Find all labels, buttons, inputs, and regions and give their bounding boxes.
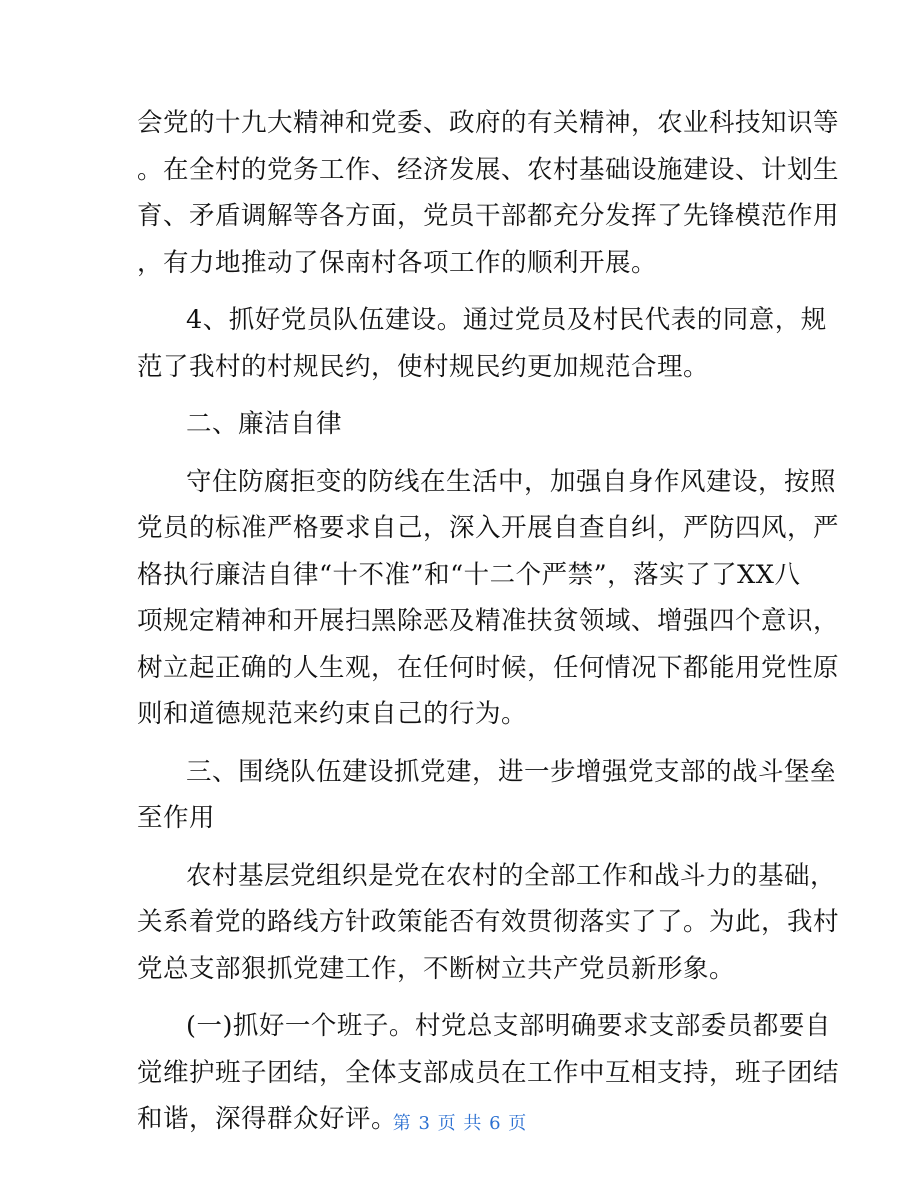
text-line: 和谐，深得群众好评。 <box>137 1104 398 1134</box>
page-number-footer: 第 3 页 共 6 页 <box>392 1113 528 1134</box>
text-line: 守住防腐拒变的防线在生活中，加强自身作风建设，按照 <box>186 466 837 497</box>
text-line: 4、抓好党员队伍建设。通过党员及村民代表的同意，规 <box>186 305 827 335</box>
text-line: 党员的标准严格要求自己，深入开展自查自纠，严防四风，严 <box>137 513 840 543</box>
text-line: 会党的十九大精神和党委、政府的有关精神，农业科技知识等 <box>137 108 840 138</box>
paragraph-4 <box>137 853 840 993</box>
paragraph-1 <box>137 100 840 286</box>
text-line: 党总支部狠抓党建工作，不断树立共产党员新形象。 <box>137 953 736 984</box>
text-line: 则和道德规范来约束自己的行为。 <box>137 699 528 729</box>
heading-line: 三、围绕队伍建设抓党建，进一步增强党支部的战斗堡垒 <box>186 756 837 787</box>
section-heading-3 <box>137 749 837 842</box>
text-line: 树立起正确的人生观，在任何时候，任何情况下都能用党性原 <box>137 652 840 683</box>
text-line: 关系着党的路线方针政策能否有效贯彻落实了了。为此，我村 <box>137 907 840 937</box>
text-line: 格执行廉洁自律“十不准”和“十二个严禁”，落实了了XX八 <box>137 559 801 590</box>
paragraph-2 <box>137 297 827 390</box>
text-line: 范了我村的村规民约，使村规民约更加规范合理。 <box>137 351 710 382</box>
document-body <box>137 100 840 1143</box>
text-line: 育、矛盾调解等各方面，党员干部都充分发挥了先锋模范作用 <box>137 201 840 231</box>
text-line: 农村基层党组织是党在农村的全部工作和战斗力的基础， <box>186 860 837 891</box>
text-line: (一)抓好一个班子。村党总支部明确要求支部委员都要自 <box>186 1011 831 1041</box>
heading-line: 至作用 <box>137 803 216 833</box>
text-line: 觉维护班子团结，全体支部成员在工作中互相支持，班子团结 <box>137 1057 840 1088</box>
text-line: ，有力地推动了保南村各项工作的顺利开展。 <box>137 247 658 278</box>
heading-line: 二、廉洁自律 <box>186 409 343 439</box>
text-line: 。在全村的党务工作、经济发展、农村基础设施建设、计划生 <box>137 154 840 185</box>
section-heading-2 <box>137 401 787 448</box>
paragraph-3 <box>137 459 840 738</box>
text-line: 项规定精神和开展扫黑除恶及精准扶贫领域、增强四个意识， <box>137 606 840 636</box>
